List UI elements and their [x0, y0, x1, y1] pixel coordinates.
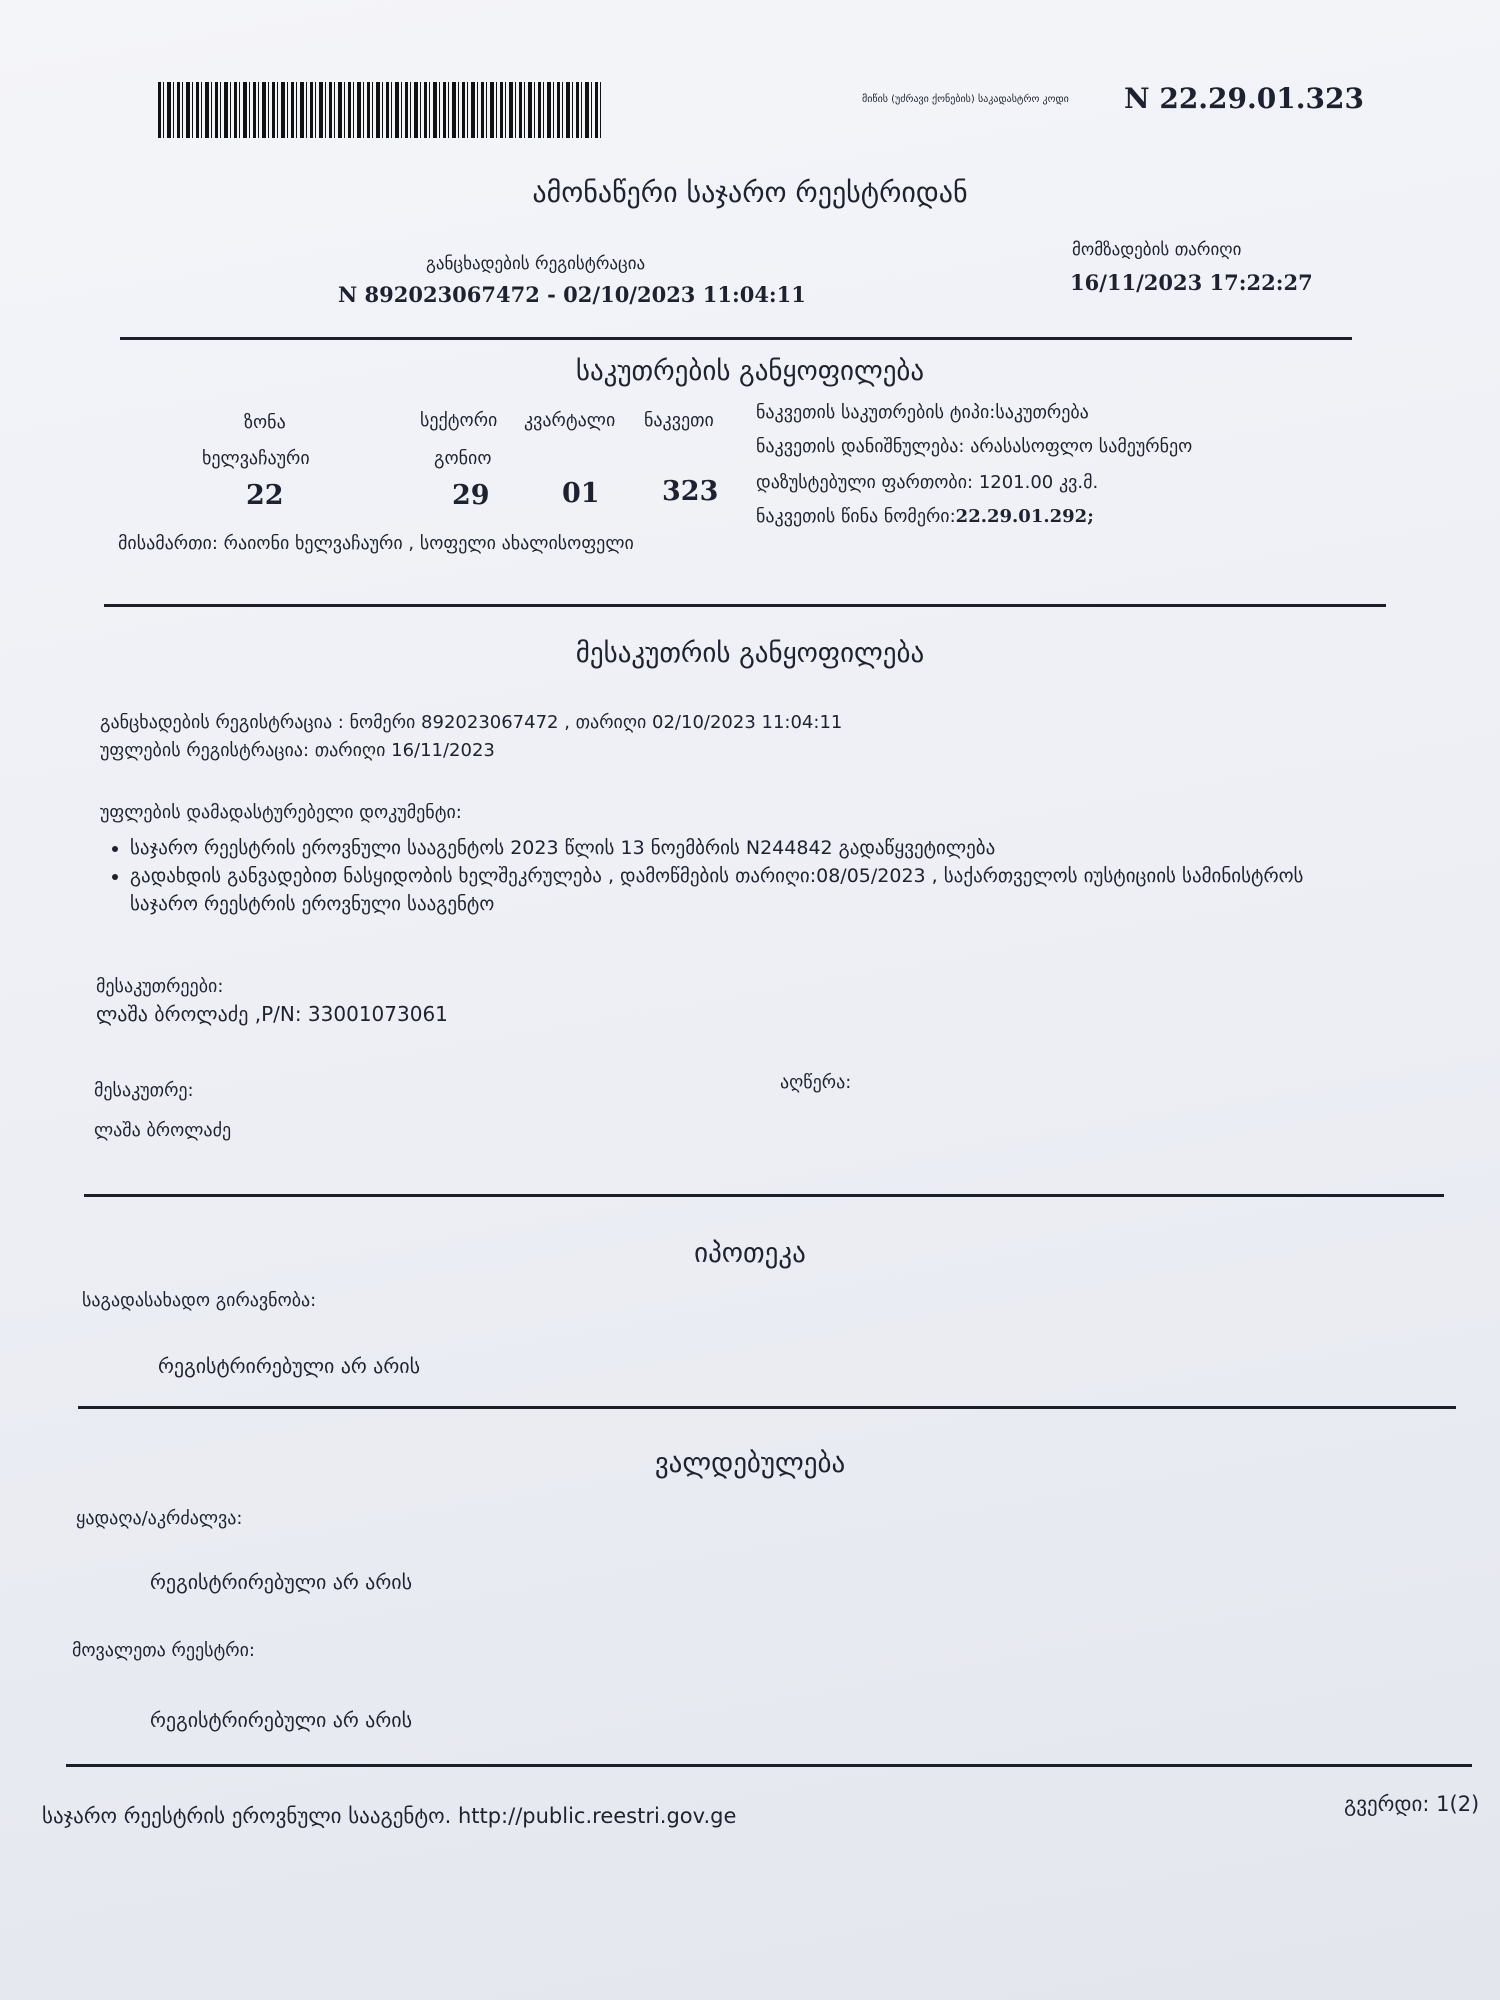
footer-agency: საჯარო რეესტრის ეროვნული სააგენტო. http://public.reestri.gov.ge [42, 1804, 737, 1828]
debtors-registry-value: რეგისტრირებული არ არის [150, 1708, 413, 1732]
mortgage-section-title: იპოთეკა [694, 1238, 806, 1269]
document-title: ამონაწერი საჯარო რეესტრიდან [532, 176, 968, 209]
previous-parcel-number-label: ნაკვეთის წინა ნომერი: [756, 506, 956, 527]
owner-application-registration: განცხადების რეგისტრაცია : ნომერი 892023067472 , თარიღი 02/10/2023 11:04:11 [100, 712, 843, 733]
parcel-code: 323 [662, 476, 719, 507]
divider [78, 1406, 1456, 1409]
quarter-code: 01 [562, 478, 600, 509]
parcel-area: დაზუსტებული ფართობი: 1201.00 კვ.მ. [756, 472, 1099, 493]
seizure-label: ყადაღა/აკრძალვა: [76, 1508, 243, 1529]
quarter-column-label: კვარტალი [524, 410, 616, 431]
documents-label: უფლების დამადასტურებელი დოკუმენტი: [100, 802, 462, 823]
sector-column-label: სექტორი [420, 410, 498, 431]
list-item: • საჯარო რეესტრის ეროვნული სააგენტოს 2023 წლის 13 ნოემბრის N244842 გადაწყვეტილება [130, 834, 1370, 862]
application-registration-label: განცხადების რეგისტრაცია [426, 254, 646, 274]
description-label: აღწერა: [780, 1072, 852, 1093]
prepared-date-label: მომზადების თარიღი [1072, 240, 1242, 260]
divider [104, 604, 1386, 607]
owners-label: მესაკუთრეები: [96, 976, 224, 997]
property-address: მისამართი: რაიონი ხელვაჩაური , სოფელი ახალისოფელი [118, 533, 634, 554]
divider [66, 1764, 1472, 1767]
zone-name: ხელვაჩაური [202, 448, 310, 469]
documents-list [100, 834, 1370, 918]
application-registration-value: N 892023067472 - 02/10/2023 11:04:11 [338, 282, 806, 307]
divider [120, 337, 1352, 340]
tax-lien-value: რეგისტრირებული არ არის [158, 1354, 421, 1378]
page-number: გვერდი: 1(2) [1344, 1792, 1480, 1816]
parcel-purpose: ნაკვეთის დანიშნულება: არასასოფლო სამეურნეო [756, 436, 1193, 457]
prepared-date-value: 16/11/2023 17:22:27 [1070, 270, 1313, 295]
obligation-section-title: ვალდებულება [654, 1448, 846, 1479]
owner-label: მესაკუთრე: [94, 1080, 194, 1101]
divider [84, 1194, 1444, 1197]
zone-code: 22 [246, 480, 284, 511]
previous-parcel-number-value: 22.29.01.292; [955, 506, 1094, 527]
owner-value: ლაშა ბროლაძე [94, 1120, 232, 1141]
sector-name: გონიო [434, 448, 492, 469]
barcode [158, 82, 604, 138]
zone-column-label: ზონა [244, 412, 286, 433]
sector-code: 29 [452, 480, 490, 511]
previous-parcel-number [756, 506, 1094, 527]
cadastral-code: N 22.29.01.323 [1124, 82, 1364, 115]
cadastral-code-label: მიწის (უძრავი ქონების) საკადასტრო კოდი [862, 94, 1069, 105]
owners-value: ლაშა ბროლაძე ,P/N: 33001073061 [96, 1002, 448, 1026]
list-item: • გადახდის განვადებით ნასყიდობის ხელშეკრულება , დამოწმების თარიღი:08/05/2023 , საქართველოს იუსტიციის სამინისტროს საჯარო რეესტრის ეროვნული სააგენტო [130, 862, 1370, 918]
debtors-registry-label: მოვალეთა რეესტრი: [72, 1640, 255, 1661]
rights-registration: უფლების რეგისტრაცია: თარიღი 16/11/2023 [100, 740, 495, 761]
owner-section-title: მესაკუთრის განყოფილება [575, 638, 925, 669]
ownership-type: ნაკვეთის საკუთრების ტიპი:საკუთრება [756, 402, 1089, 423]
parcel-column-label: ნაკვეთი [644, 410, 714, 431]
property-section-title: საკუთრების განყოფილება [575, 356, 925, 387]
seizure-value: რეგისტრირებული არ არის [150, 1570, 413, 1594]
tax-lien-label: საგადასახადო გირავნობა: [82, 1290, 317, 1311]
